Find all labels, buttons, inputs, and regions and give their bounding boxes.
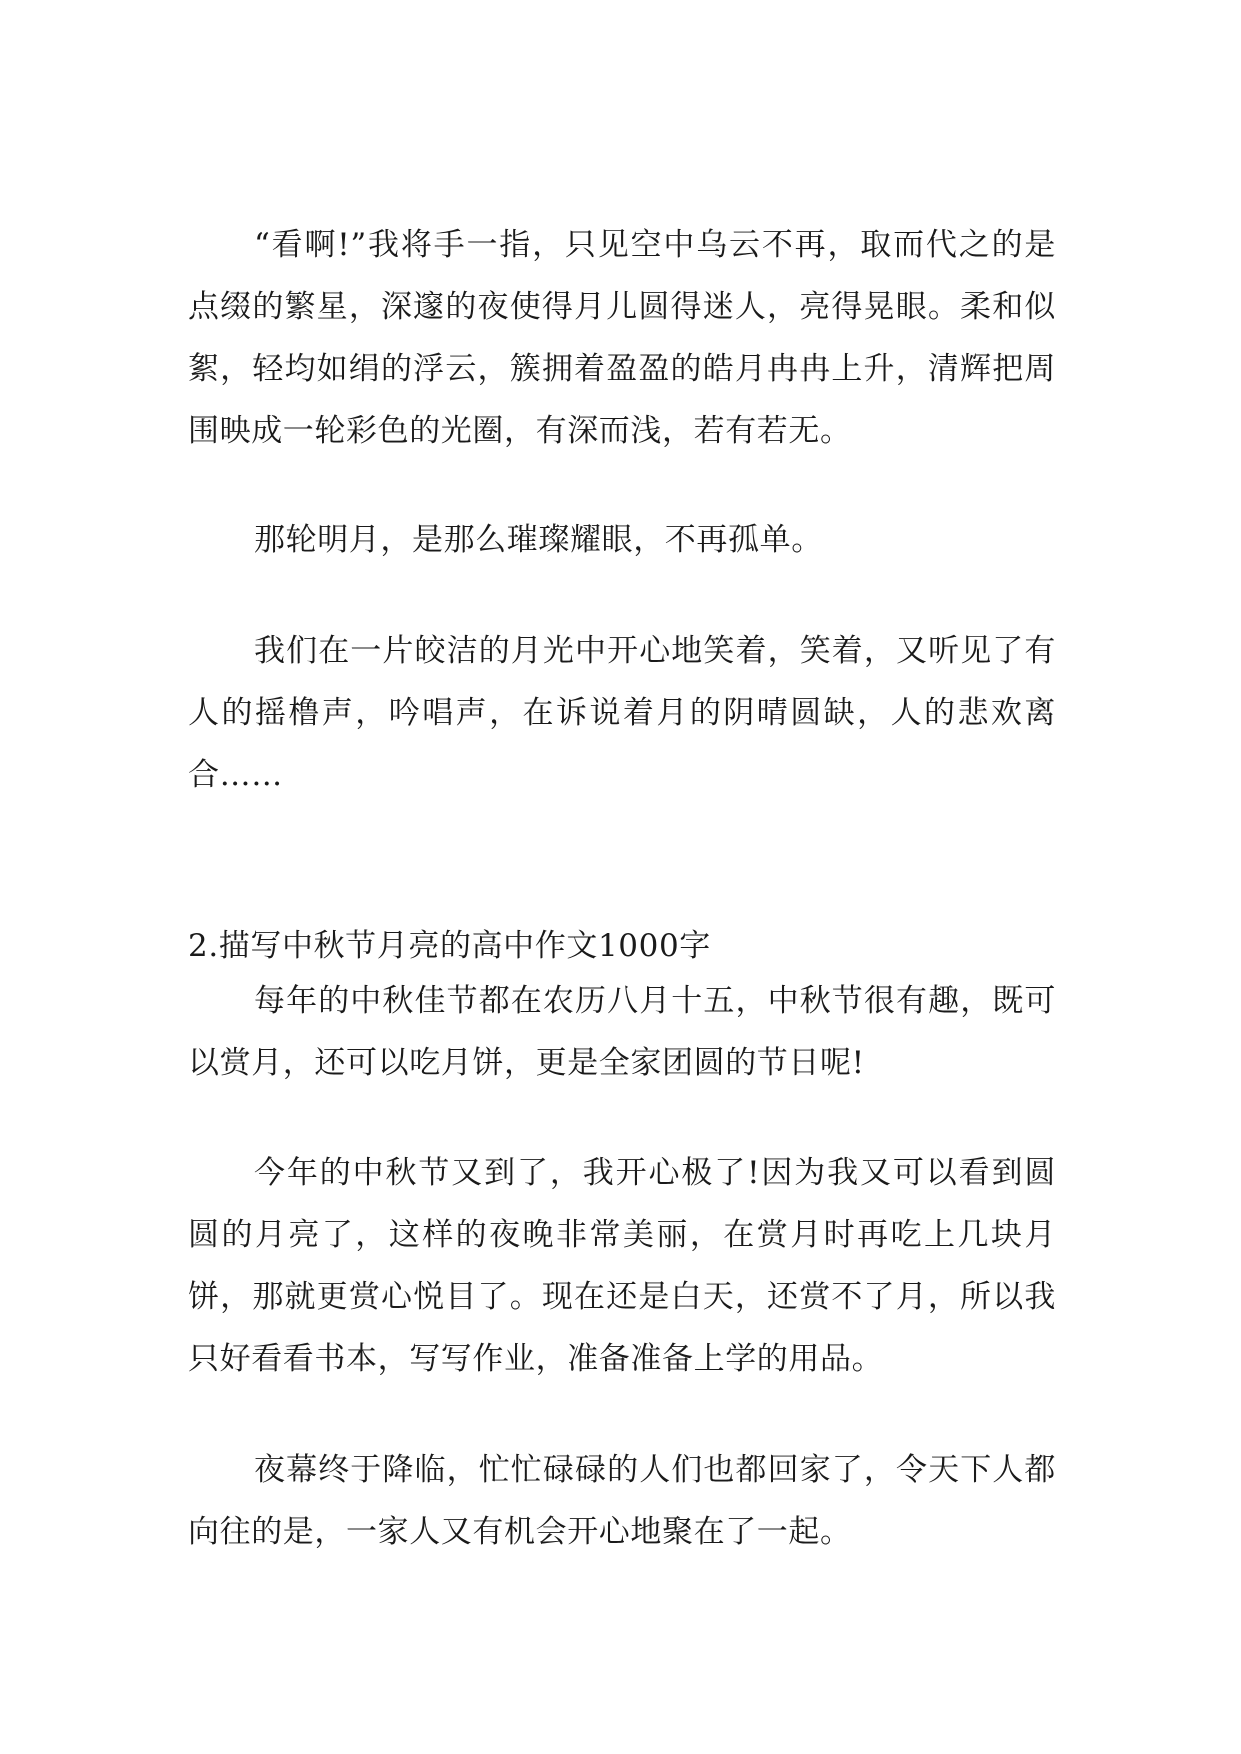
paragraph-moonlight-laughter: 我们在一片皎洁的月光中开心地笑着，笑着，又听见了有人的摇橹声，吟唱声，在诉说着月的阴晴圆缺，人的悲欢离合…… bbox=[188, 633, 1056, 793]
paragraph-bright-moon: 那轮明月，是那么璀璨耀眼，不再孤单。 bbox=[254, 522, 823, 558]
paragraph-this-year: 今年的中秋节又到了，我开心极了!因为我又可以看到圆圆的月亮了，这样的夜晚非常美丽，在赏月时再吃上几块月饼，那就更赏心悦目了。现在还是白天，还赏不了月，所以我只好看看书本，写写作业，准备准备上学的用品。 bbox=[188, 1155, 1056, 1377]
paragraph-mid-autumn-intro: 每年的中秋佳节都在农历八月十五，中秋节很有趣，既可以赏月，还可以吃月饼，更是全家团圆的节日呢! bbox=[188, 983, 1056, 1081]
paragraph-look-at-sky: “看啊!”我将手一指，只见空中乌云不再，取而代之的是点缀的繁星，深邃的夜使得月儿圆得迷人，亮得晃眼。柔和似絮，轻均如绢的浮云，簇拥着盈盈的皓月冉冉上升，清辉把周围映成一轮彩色的光圈，有深而浅，若有若无。 bbox=[188, 227, 1056, 449]
section-heading: 2.描写中秋节月亮的高中作文1000字 bbox=[188, 928, 711, 964]
paragraph-nightfall: 夜幕终于降临，忙忙碌碌的人们也都回家了，令天下人都向往的是，一家人又有机会开心地聚在了一起。 bbox=[188, 1452, 1056, 1550]
